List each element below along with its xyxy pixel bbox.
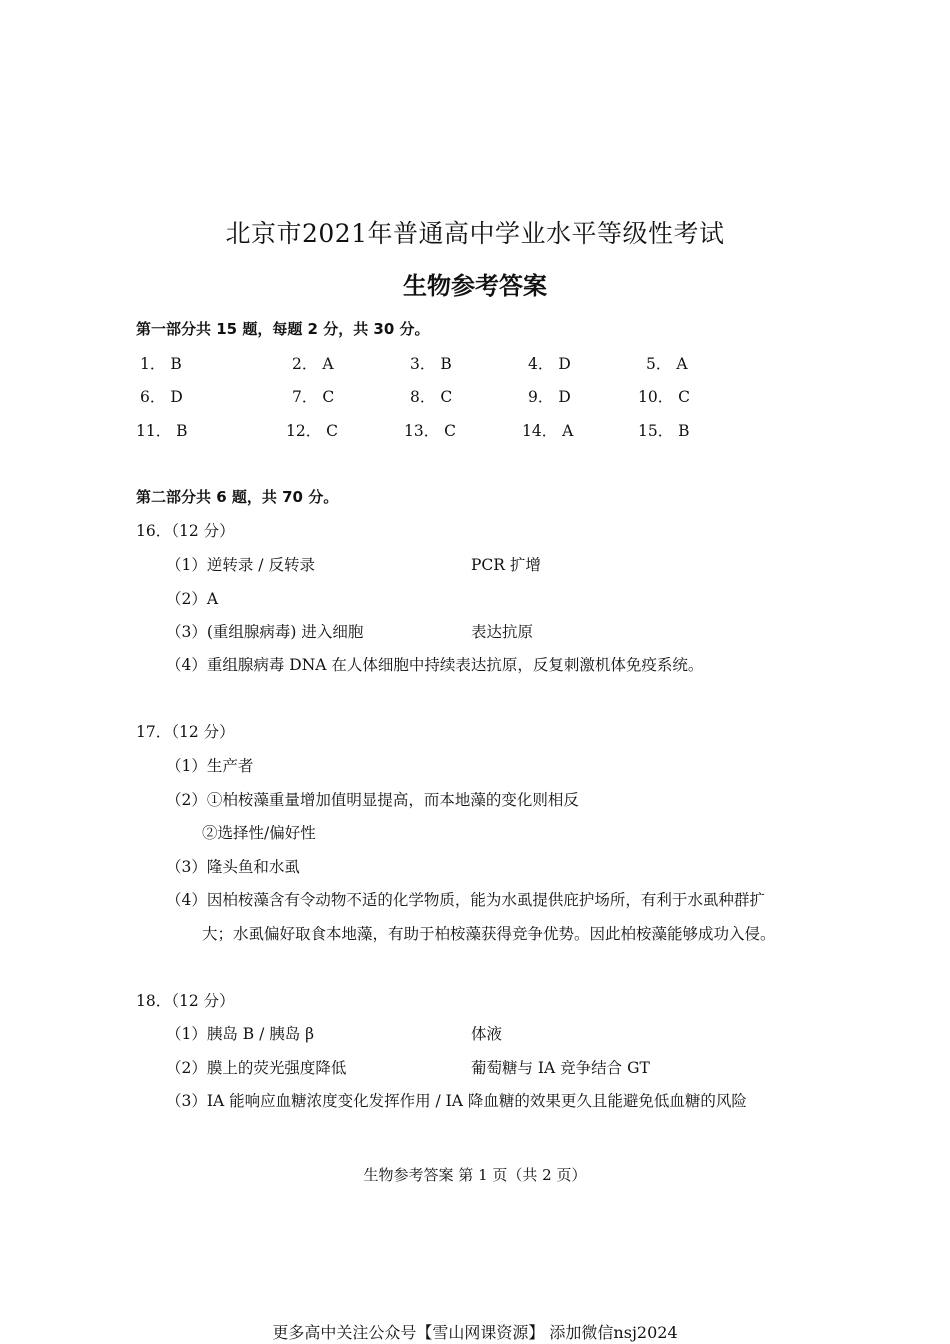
q18-answer-2: （2）膜上的荧光强度降低 bbox=[166, 1059, 347, 1077]
mc-answer-10: 10． C bbox=[638, 388, 691, 406]
mc-answer-13: 13． C bbox=[404, 422, 457, 440]
page-title: 北京市2021年普通高中学业水平等级性考试 bbox=[225, 219, 725, 248]
mc-answer-9: 9． D bbox=[528, 388, 571, 406]
q16-answer-1b: PCR 扩增 bbox=[471, 556, 541, 574]
q16-answer-3b: 表达抗原 bbox=[471, 623, 534, 641]
q17-answer-3: （3）隆头鱼和水虱 bbox=[166, 858, 300, 876]
q17-answer-2: （2）①柏桉藻重量增加值明显提高，而本地藻的变化则相反 bbox=[166, 791, 579, 809]
mc-answer-5: 5． A bbox=[646, 355, 688, 373]
q18-answer-3: （3）IA 能响应血糖浓度变化发挥作用 / IA 降血糖的效果更久且能避免低血糖的风险 bbox=[166, 1092, 747, 1110]
mc-answer-3: 3． B bbox=[410, 355, 452, 373]
q17-answer-4b: 大；水虱偏好取食本地藻，有助于柏桉藻获得竞争优势。因此柏桉藻能够成功入侵。 bbox=[202, 925, 776, 943]
mc-answer-12: 12． C bbox=[286, 422, 339, 440]
q18-answer-2b: 葡萄糖与 IA 竞争结合 GT bbox=[471, 1059, 650, 1077]
q18-header: 18．（12 分） bbox=[136, 992, 235, 1010]
page-footer: 生物参考答案 第 1 页（共 2 页） bbox=[363, 1166, 587, 1184]
mc-answer-4: 4． D bbox=[528, 355, 571, 373]
mc-answer-11: 11． B bbox=[136, 422, 188, 440]
q16-header: 16．（12 分） bbox=[136, 522, 235, 540]
q17-answer-1: （1）生产者 bbox=[166, 757, 254, 775]
promo-banner: 更多高中关注公众号【雪山网课资源】 添加微信nsj2024 bbox=[272, 1323, 678, 1342]
q17-answer-2b: ②选择性/偏好性 bbox=[202, 824, 316, 842]
q17-answer-4: （4）因柏桉藻含有令动物不适的化学物质，能为水虱提供庇护场所，有利于水虱种群扩 bbox=[166, 891, 765, 909]
mc-answer-8: 8． C bbox=[410, 388, 453, 406]
q18-answer-1b: 体液 bbox=[471, 1025, 503, 1043]
q18-answer-1: （1）胰岛 B / 胰岛 β bbox=[166, 1025, 315, 1043]
mc-answer-14: 14． A bbox=[522, 422, 574, 440]
mc-answer-1: 1． B bbox=[140, 355, 182, 373]
q16-answer-4: （4）重组腺病毒 DNA 在人体细胞中持续表达抗原，反复刺激机体免疫系统。 bbox=[166, 656, 704, 674]
q17-header: 17．（12 分） bbox=[136, 723, 235, 741]
page-subtitle: 生物参考答案 bbox=[403, 272, 547, 300]
part1-heading: 第一部分共 15 题，每题 2 分，共 30 分。 bbox=[136, 320, 430, 338]
q16-answer-2: （2）A bbox=[166, 590, 219, 608]
mc-answer-6: 6． D bbox=[140, 388, 183, 406]
mc-answer-7: 7． C bbox=[292, 388, 335, 406]
part2-heading: 第二部分共 6 题，共 70 分。 bbox=[136, 488, 339, 506]
mc-answer-15: 15． B bbox=[638, 422, 690, 440]
q16-answer-1: （1）逆转录 / 反转录 bbox=[166, 556, 315, 574]
q16-answer-3: （3）(重组腺病毒) 进入细胞 bbox=[166, 623, 364, 641]
mc-answer-2: 2． A bbox=[292, 355, 334, 373]
